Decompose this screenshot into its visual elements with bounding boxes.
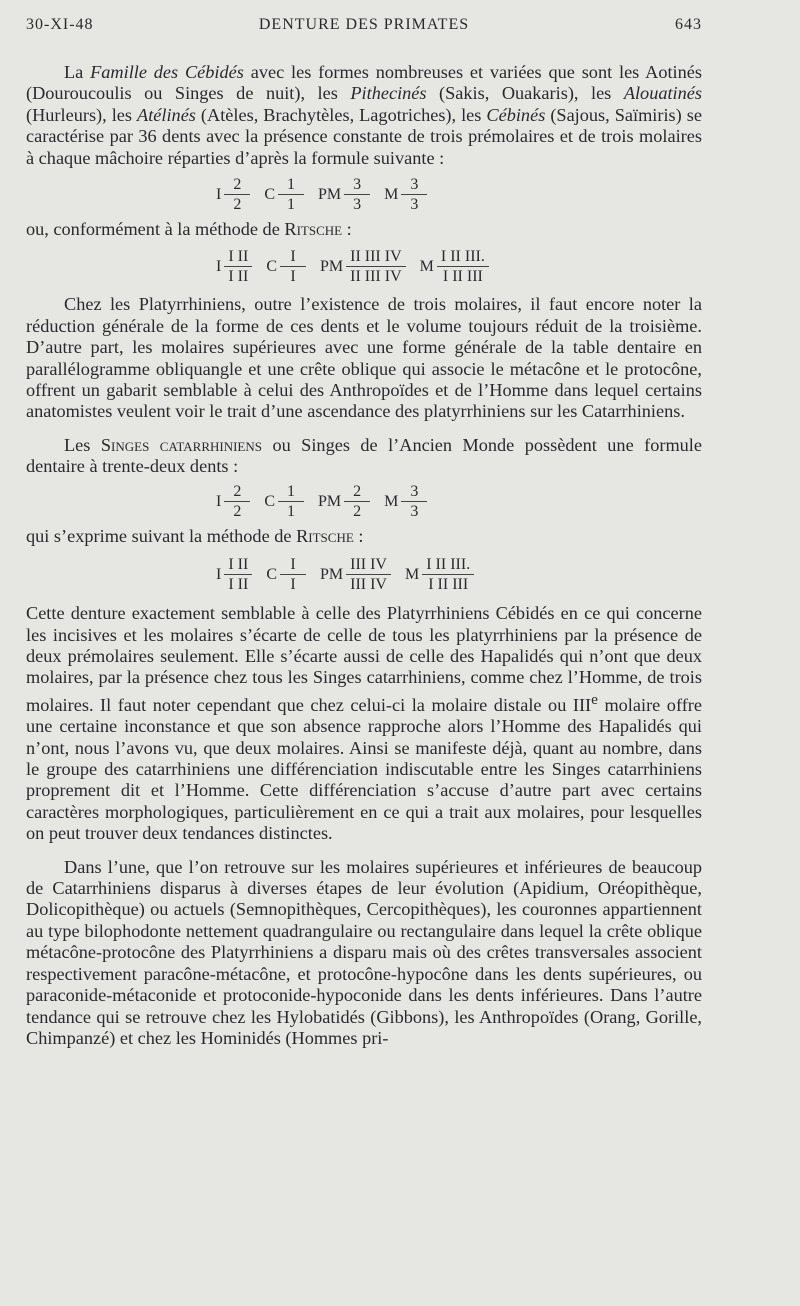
- denominator: 3: [410, 502, 419, 520]
- formula-label: M: [404, 566, 420, 584]
- formula-fraction: [278, 177, 304, 213]
- denominator: I II: [228, 576, 249, 594]
- superscript: e: [591, 690, 598, 708]
- numerator: III IV: [346, 557, 391, 575]
- denominator: 3: [410, 196, 419, 214]
- denominator: I: [290, 268, 296, 286]
- italic-term: Famille des Cébidés: [90, 62, 244, 82]
- numerator: 3: [401, 177, 427, 195]
- numerator: I II III.: [422, 557, 474, 575]
- ritsche-line: [26, 219, 702, 240]
- numerator: II III IV: [346, 249, 406, 267]
- small-caps-term: Singes catarrhiniens: [100, 434, 262, 455]
- italic-term: Atélinés: [137, 104, 196, 125]
- formula-fraction: [346, 249, 406, 285]
- formula-label: PM: [318, 492, 342, 510]
- numerator: 3: [344, 177, 370, 195]
- text-run: :: [353, 525, 364, 546]
- denominator: I: [290, 576, 296, 594]
- denominator: 1: [287, 196, 295, 214]
- formula-label: C: [266, 566, 277, 584]
- paragraph-tendances: Dans l’une, que l’on retrouve sur les molaires supérieures et inférieures de beaucoup de Catarrhiniens disparus à diverses étapes de leur évolution (Apidium, Oréopithèque, Dolicopithèque) ou actuels (Semnopithèques, Cercopithèques), les couronnes appartiennent au type bilophodonte nettement quadrangulaire ou rectangulaire dans lequel la crête oblique métacône-protocône des Platyrrhiniens a disparu mais où des crêtes transversales associent respectivement paracône-métacône, et protocône-hypocône dans les dents supérieures, ou paraconide-métaconide et protoconide-hypoconide dans les dents inférieures. Dans l’autre tendance qui se retrouve chez les Hylobatidés (Gibbons), les Anthropoïdes (Orang, Gorille, Chimpanzé) et chez les Hominidés (Hommes pri-: [26, 856, 702, 1048]
- formula-fraction: [422, 557, 474, 593]
- paragraph-cebides: [26, 62, 702, 169]
- text-run: (Atèles, Brachytèles, Lagotriches), les: [195, 104, 487, 125]
- numerator: I II: [224, 557, 252, 575]
- denominator: II III IV: [350, 268, 402, 286]
- text-run: (Sakis, Ouakaris), les: [426, 83, 624, 104]
- formula-fraction: [437, 249, 489, 285]
- numerator: 1: [278, 177, 304, 195]
- text-run: ou, conformément à la méthode de: [26, 219, 285, 240]
- text-run: :: [342, 219, 352, 240]
- text-run: qui s’exprime suivant la méthode de: [26, 525, 297, 546]
- denominator: I II III: [442, 268, 483, 286]
- numerator: I II: [224, 249, 252, 267]
- denominator: 1: [287, 502, 295, 520]
- formula-label: PM: [318, 186, 342, 204]
- paragraph-denture-comparison: [26, 603, 702, 845]
- text-run: molaire offre une certaine inconstance et que son absence rapproche alors l’Homme des Hapalidés qui n’ont, nous l’avons vu, que deux molaires. Ainsi se manifeste déjà, quant au nombre, dans le groupe des catarrhiniens une différenciation indiscutable entre les Singes catarrhiniens proprement dit et l’Homme. Cette différenciation s’accuse d’autre part avec certains caractères morphologiques, particulièrement en ce qui a trait aux molaires, pour lesquelles on peut trouver deux tendances distinctes.: [26, 694, 702, 844]
- numerator: 1: [278, 484, 304, 502]
- formula-fraction: [344, 484, 370, 520]
- author-name: Ritsche: [284, 219, 343, 240]
- denominator: 3: [353, 196, 362, 214]
- text-run: (Sajous, Saïmiris) se caractérise par 36 dents avec la présence constante de trois prémolaires et de trois molaires à chaque mâchoire réparties d’après la formule suivante :: [26, 104, 702, 168]
- header-date: 30-XI-48: [26, 16, 94, 33]
- numerator: 3: [401, 484, 427, 502]
- text-run: (Hurleurs), les: [26, 104, 138, 125]
- italic-term: Cébinés: [486, 104, 546, 125]
- italic-term: Alouatinés: [623, 83, 703, 104]
- text-run: avec les formes nombreuses et variées que sont les Aotinés (Douroucoulis ou Singes de nuit), les: [26, 62, 702, 104]
- formula-fraction: [224, 249, 252, 285]
- numerator: I: [280, 249, 306, 267]
- paragraph-catarrhiniens: [26, 435, 702, 478]
- formula-fraction: [346, 557, 391, 593]
- numerator: I II III.: [437, 249, 489, 267]
- formula-fraction: [401, 484, 427, 520]
- formula-fraction: [224, 557, 252, 593]
- formula-label: C: [266, 258, 277, 276]
- formula-label: PM: [319, 566, 344, 584]
- page-body: [26, 62, 702, 1049]
- ritsche-line: [26, 526, 702, 547]
- formula-label: I: [216, 186, 222, 204]
- running-header: [26, 16, 702, 40]
- formula-label: I: [216, 258, 222, 276]
- denominator: 2: [233, 502, 242, 520]
- text-run: ou Singes de l’Ancien Monde possèdent une formule dentaire à trente-deux dents :: [26, 434, 703, 477]
- denominator: I II III: [428, 576, 469, 594]
- formula-label: M: [384, 492, 399, 510]
- text-run: Cette denture exactement semblable à celle des Platyrrhiniens Cébidés en ce qui concerne les incisives et les molaires s’écarte de celle de tous les platyrrhiniens par la présence de deux prémolaires seulement. Elle s’écarte aussi de celle des Hapalidés qui n’ont que deux molaires, par la présence chez tous les Singes catarrhiniens, comme chez l’Homme, de trois molaires. Il faut noter cependant que chez celui-ci la molaire distale ou III: [26, 603, 702, 715]
- denominator: 2: [233, 196, 242, 214]
- formula-fraction: [280, 249, 306, 285]
- ritsche-formula-cebides: [216, 242, 702, 292]
- formula-label: C: [264, 186, 275, 204]
- dental-formula-catarrhiniens: [216, 480, 702, 524]
- formula-label: M: [419, 258, 434, 276]
- denominator: 2: [353, 502, 362, 520]
- page-number: 643: [675, 16, 702, 33]
- dental-formula-cebides: [216, 173, 702, 217]
- numerator: 2: [344, 484, 370, 502]
- numerator: I: [280, 557, 306, 575]
- formula-label: PM: [319, 258, 344, 276]
- header-title: DENTURE DES PRIMATES: [258, 16, 470, 33]
- text-run: La: [64, 62, 91, 82]
- formula-label: M: [384, 186, 399, 204]
- italic-term: Pithecinés: [350, 83, 427, 104]
- formula-label: I: [216, 492, 222, 510]
- formula-label: I: [216, 566, 222, 584]
- numerator: 2: [224, 484, 250, 502]
- paragraph-platyrrhiniens: Chez les Platyrrhiniens, outre l’existence de trois molaires, il faut encore noter la réduction générale de la forme de ces dents et le volume toujours réduit de la troisième. D’autre part, les molaires supérieures avec une forme générale de la table dentaire en parallélogramme obliquangle et une crête oblique qui associe le métacône et le protocône, offrent un gabarit semblable à celui des Anthropoïdes et de l’Homme dans lequel certains anatomistes veulent voir le trait d’une ascendance des platyrrhiniens sur les Catarrhiniens.: [26, 294, 702, 422]
- formula-fraction: [224, 484, 250, 520]
- formula-fraction: [344, 177, 370, 213]
- denominator: III IV: [350, 576, 387, 594]
- formula-label: C: [264, 492, 275, 510]
- author-name: Ritsche: [296, 525, 354, 546]
- numerator: 2: [224, 177, 250, 195]
- denominator: I II: [228, 268, 249, 286]
- formula-fraction: [224, 177, 250, 213]
- formula-fraction: [401, 177, 427, 213]
- formula-fraction: [278, 484, 304, 520]
- text-run: Les: [64, 434, 101, 455]
- ritsche-formula-catarrhiniens: [216, 549, 702, 601]
- formula-fraction: [280, 557, 306, 593]
